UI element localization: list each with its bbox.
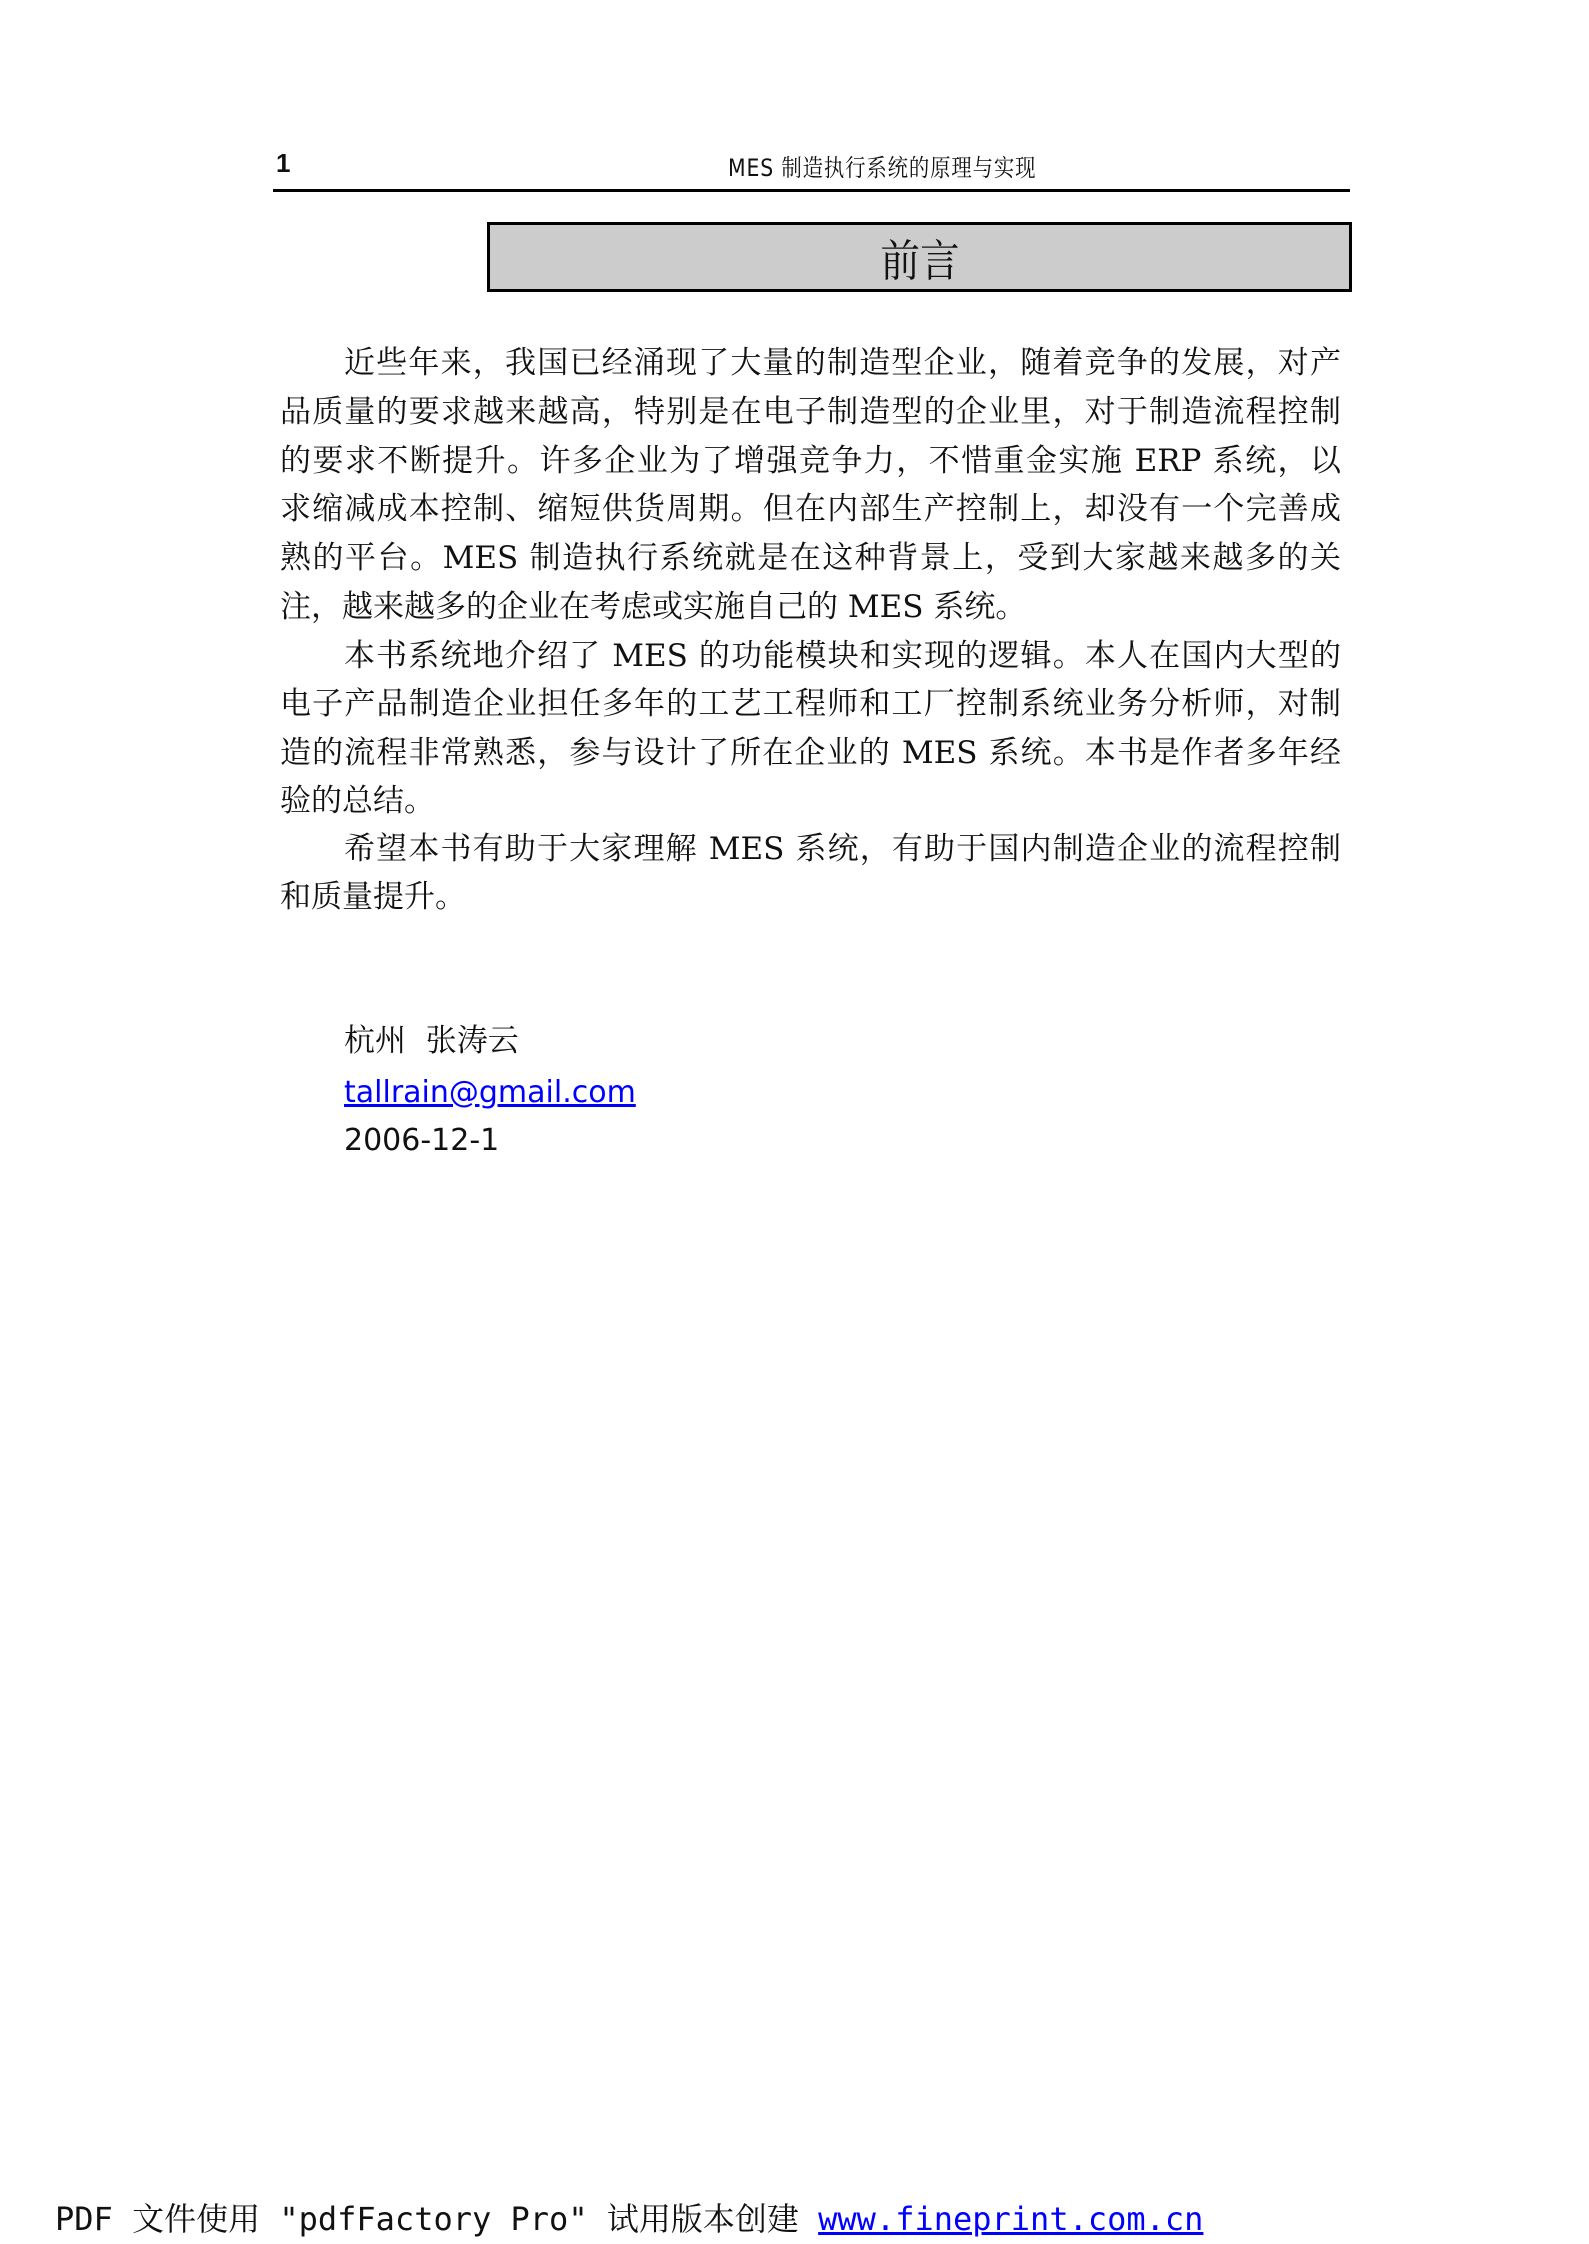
page-number: 1 xyxy=(276,148,291,178)
paragraph-line: 近些年来，我国已经涌现了大量的制造型企业，随着竞争的发展，对产 xyxy=(344,345,1341,381)
paragraph-line: 熟的平台。MES 制造执行系统就是在这种背景上，受到大家越来越多的关 xyxy=(280,540,1341,576)
paragraph-line: 求缩减成本控制、缩短供货周期。但在内部生产控制上，却没有一个完善成 xyxy=(280,491,1341,527)
paragraph-line: 和质量提升。 xyxy=(280,879,466,915)
chapter-title-box xyxy=(487,222,1352,292)
paragraph-line: 造的流程非常熟悉，参与设计了所在企业的 MES 系统。本书是作者多年经 xyxy=(280,735,1341,771)
paragraph-line: 的要求不断提升。许多企业为了增强竞争力，不惜重金实施 ERP 系统，以 xyxy=(280,443,1341,479)
paragraph-line: 品质量的要求越来越高，特别是在电子制造型的企业里，对于制造流程控制 xyxy=(280,394,1341,430)
paragraph-line: 电子产品制造企业担任多年的工艺工程师和工厂控制系统业务分析师，对制 xyxy=(280,686,1341,722)
header-rule xyxy=(273,189,1350,192)
paragraph-line: 希望本书有助于大家理解 MES 系统，有助于国内制造企业的流程控制 xyxy=(344,831,1341,867)
footer-text: PDF 文件使用 "pdfFactory Pro" 试用版本创建 xyxy=(55,2200,819,2238)
running-title: MES 制造执行系统的原理与实现 xyxy=(728,154,1037,182)
signature-name: 杭州 张涛云 xyxy=(344,1023,519,1059)
footer-link[interactable]: www.fineprint.com.cn xyxy=(818,2200,1204,2238)
pdf-footer xyxy=(55,2194,1203,2240)
paragraph-line: 注，越来越多的企业在考虑或实施自己的 MES 系统。 xyxy=(280,589,1027,625)
chapter-title: 前言 xyxy=(879,236,960,287)
paragraph-line: 本书系统地介绍了 MES 的功能模块和实现的逻辑。本人在国内大型的 xyxy=(344,638,1341,674)
signature-date: 2006-12-1 xyxy=(344,1123,500,1158)
paragraph-line: 验的总结。 xyxy=(280,783,435,819)
email-link[interactable]: tallrain@gmail.com xyxy=(344,1075,636,1110)
